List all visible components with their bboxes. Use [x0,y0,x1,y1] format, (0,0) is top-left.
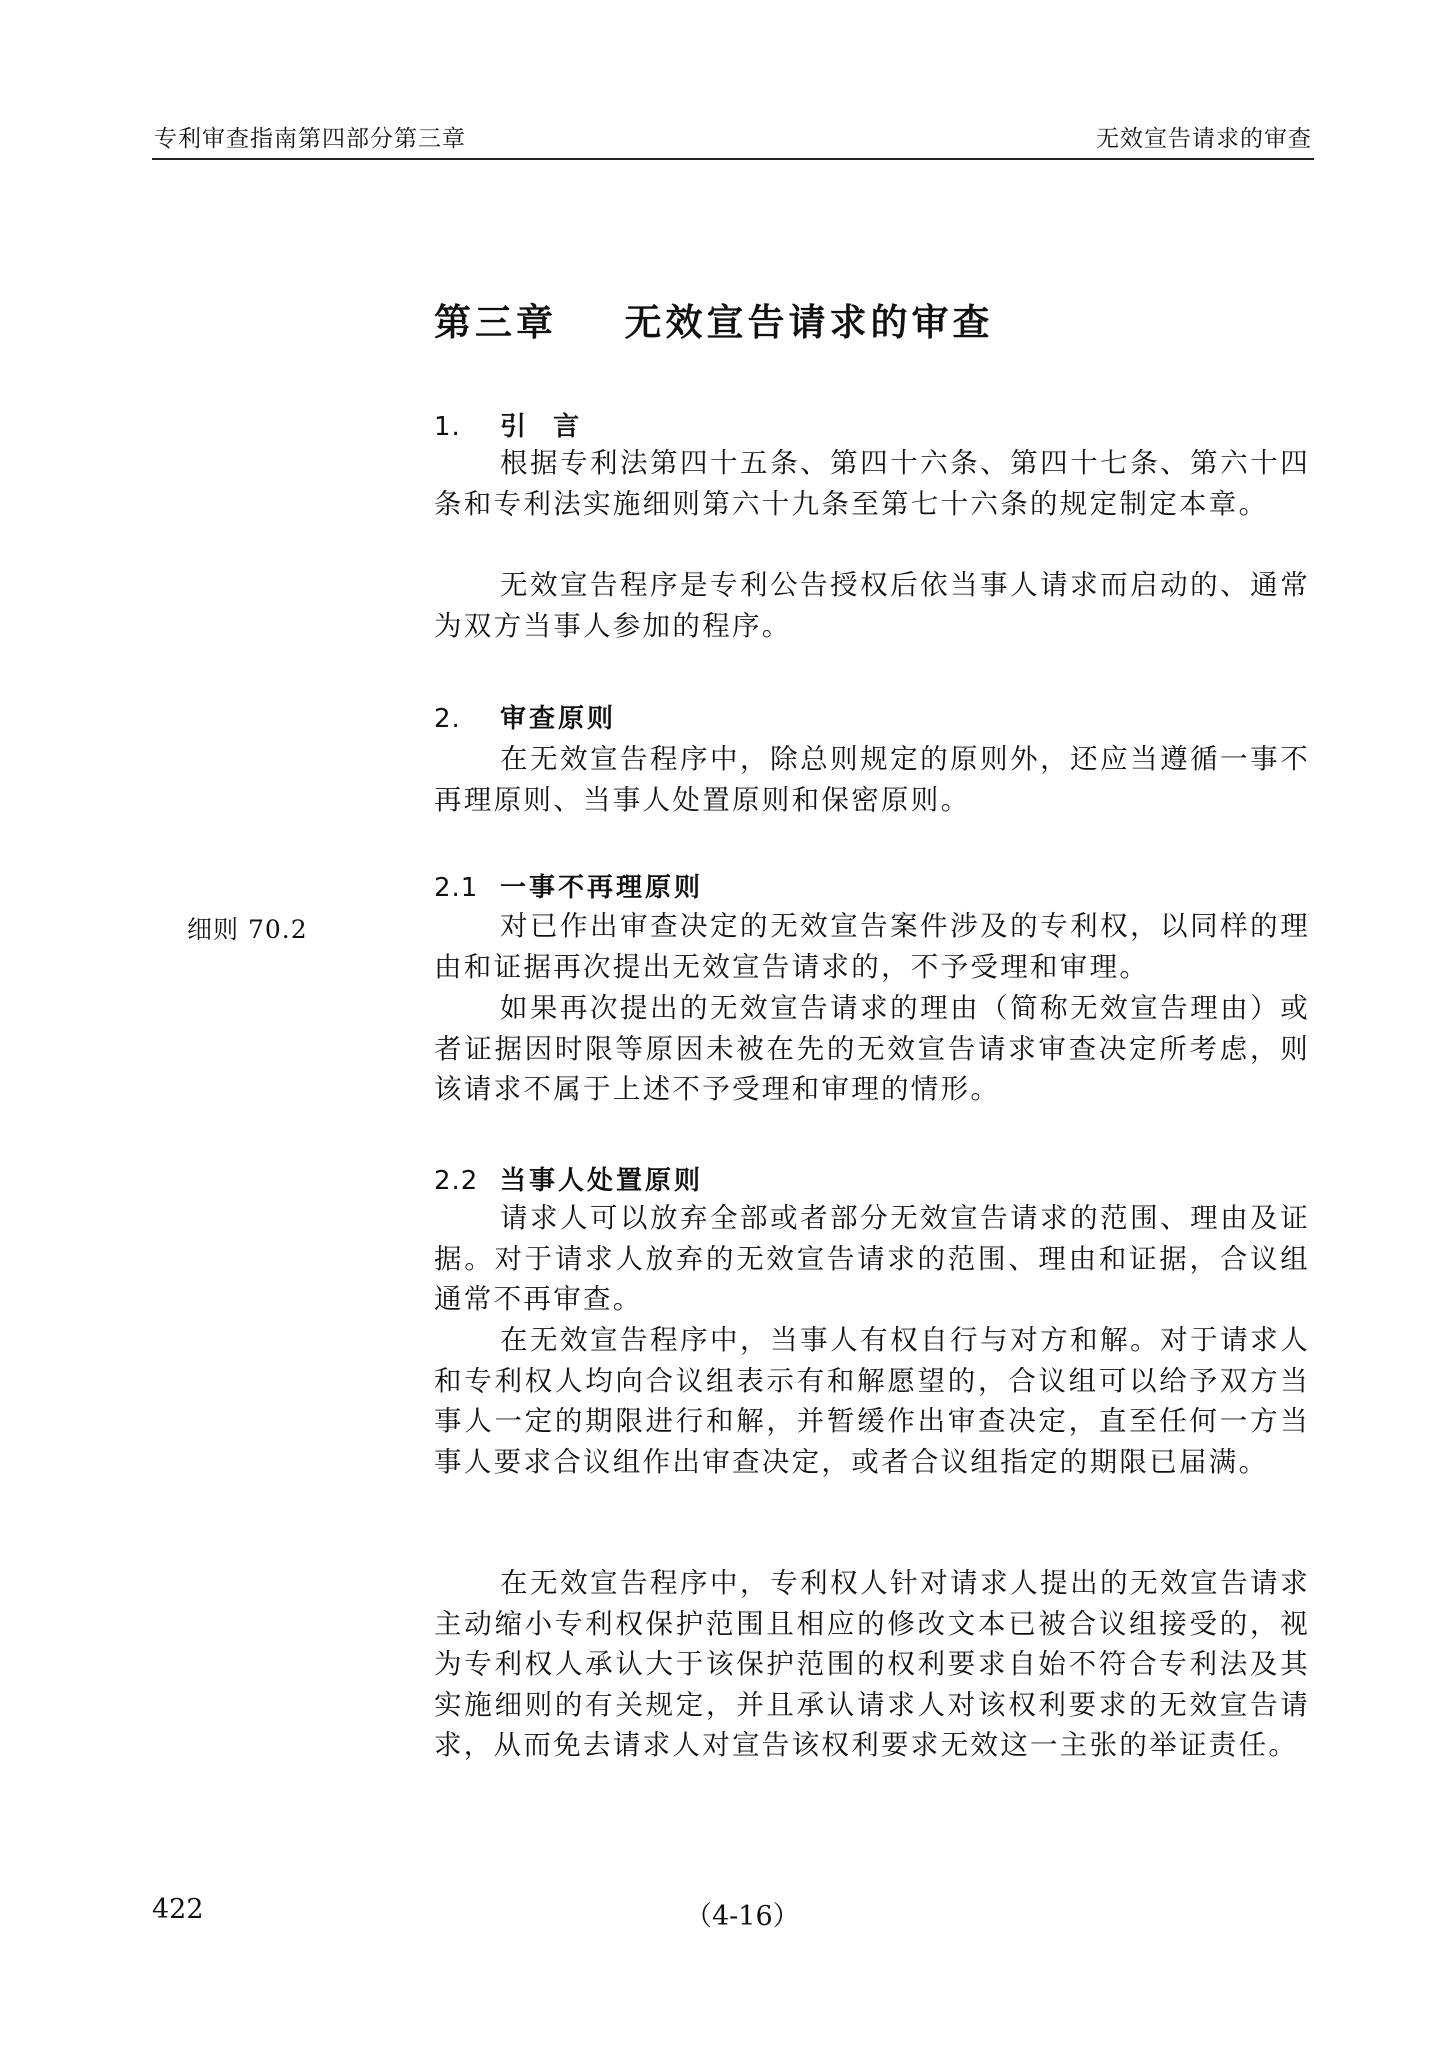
section-title: 当事人处置原则 [500,1166,704,1196]
section-2-1-heading [434,867,703,904]
paragraph: 对已作出审查决定的无效宣告案件涉及的专利权，以同样的理由和证据再次提出无效宣告请求的，不予受理和审理。 [434,910,1310,983]
section-title: 一事不再理原则 [500,873,704,903]
section-page-code: （4-16） [685,1901,800,1932]
section-2-heading [434,698,616,735]
section-number: 1. [434,412,461,442]
page-number: 422 [152,1894,204,1925]
chapter-title: 第三章 无效宣告请求的审查 [434,301,994,344]
margin-note-rule-reference: 细则 70.2 [187,915,308,944]
section-2-2-heading [434,1160,703,1197]
paragraph: 在无效宣告程序中，专利权人针对请求人提出的无效宣告请求主动缩小专利权保护范围且相应的修改文本已被合议组接受的，视为专利权人承认大于该保护范围的权利要求自始不符合专利法及其实施细则的有关规定，并且承认请求人对该权利要求的无效宣告请求，从而免去请求人对宣告该权利要求无效这一主张的举证责任。 [434,1567,1310,1761]
paragraph: 如果再次提出的无效宣告请求的理由（简称无效宣告理由）或者证据因时限等原因未被在先的无效宣告请求审查决定所考虑，则该请求不属于上述不予受理和审理的情形。 [434,992,1310,1105]
header-chapter-title: 无效宣告请求的审查 [1096,126,1312,152]
paragraph: 请求人可以放弃全部或者部分无效宣告请求的范围、理由及证据。对于请求人放弃的无效宣告请求的范围、理由和证据，合议组通常不再审查。 [434,1202,1310,1315]
section-number: 2.1 [434,873,479,903]
paragraph: 无效宣告程序是专利公告授权后依当事人请求而启动的、通常为双方当事人参加的程序。 [434,569,1310,642]
paragraph: 根据专利法第四十五条、第四十六条、第四十七条、第六十四条和专利法实施细则第六十九条至第七十六条的规定制定本章。 [434,447,1310,520]
running-header [152,118,1314,160]
section-number: 2.2 [434,1166,479,1196]
paragraph: 在无效宣告程序中，除总则规定的原则外，还应当遵循一事不再理原则、当事人处置原则和保密原则。 [434,743,1310,816]
section-1-heading [434,406,582,443]
section-title: 引 言 [500,412,583,442]
paragraph: 在无效宣告程序中，当事人有权自行与对方和解。对于请求人和专利权人均向合议组表示有和解愿望的，合议组可以给予双方当事人一定的期限进行和解，并暂缓作出审查决定，直至任何一方当事人要求合议组作出审查决定，或者合议组指定的期限已届满。 [434,1324,1310,1478]
header-book-chapter: 专利审查指南第四部分第三章 [154,126,466,152]
section-number: 2. [434,704,461,734]
section-title: 审查原则 [500,704,617,734]
